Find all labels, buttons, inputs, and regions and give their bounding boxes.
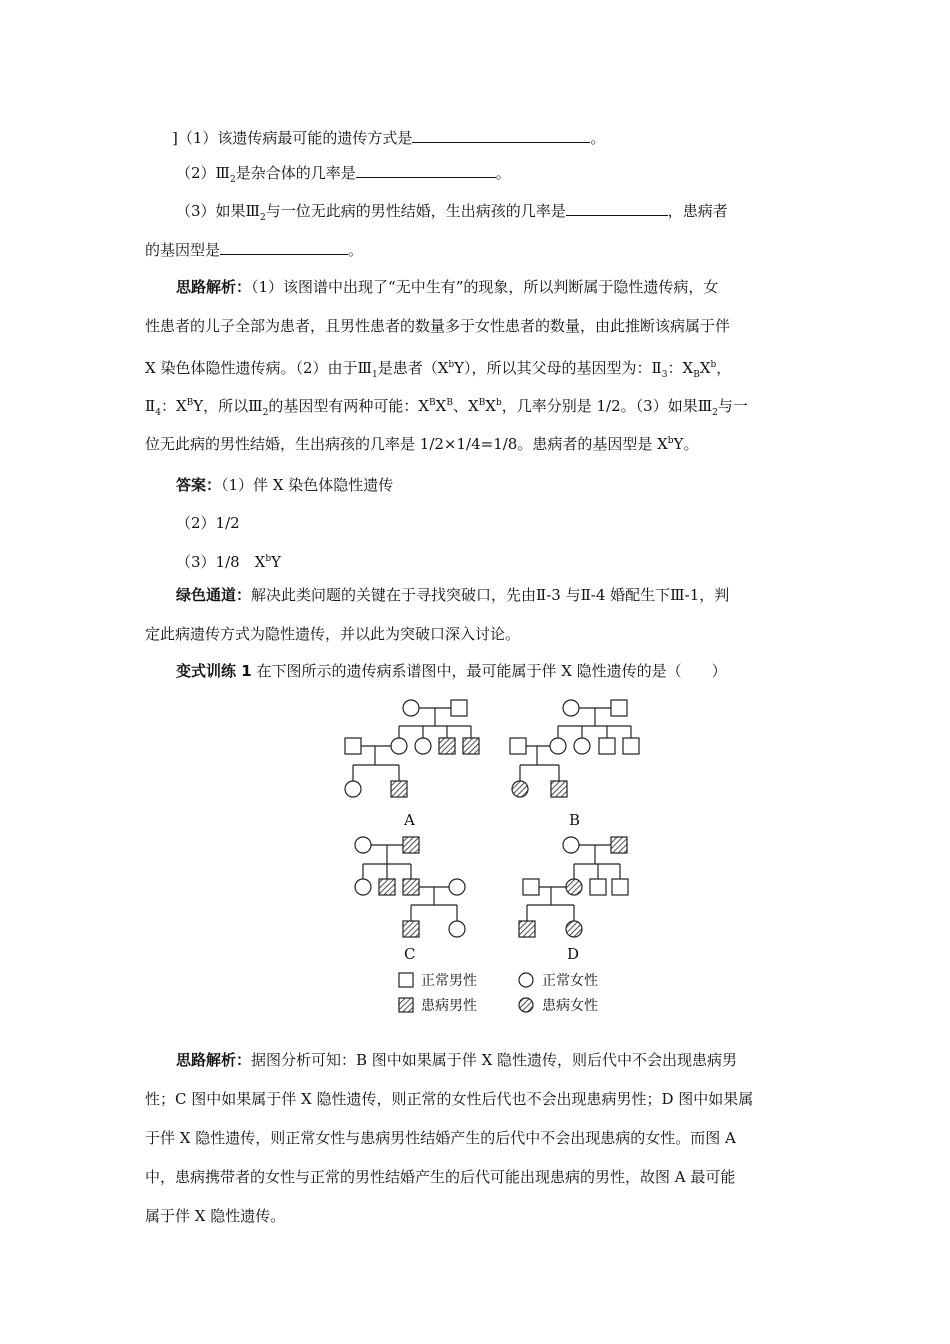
answer-blank <box>412 128 590 143</box>
analysis-text: Y。 <box>673 435 699 453</box>
normal-female-symbol <box>391 738 407 754</box>
analysis-text: （1）该图谱中出现了“无中生有”的现象，所以判断属于隐性遗传病，女 <box>251 278 719 296</box>
affected-male-symbol <box>519 921 535 937</box>
q3-line2: 的基因型是 <box>145 241 221 259</box>
affected-female-symbol <box>512 781 528 797</box>
answer-label: 答案： <box>176 476 222 494</box>
affected-male-symbol <box>611 837 627 853</box>
affected-female-symbol <box>566 921 582 937</box>
answer-blank <box>566 201 668 216</box>
affected-male-legend-icon <box>399 998 413 1012</box>
normal-female-symbol <box>449 879 465 895</box>
question-3 <box>176 201 841 228</box>
answer-line-3 <box>176 549 841 572</box>
answer-blank <box>356 163 496 178</box>
legend-normal-female: 正常女性 <box>542 973 598 989</box>
analysis-text: ，几率分别是 1/2。（3）如果Ⅲ <box>501 397 713 415</box>
affected-male-symbol <box>439 738 455 754</box>
analysis-1-line-5 <box>145 431 810 454</box>
q3-text: 与一位无此病的男性结婚，生出病孩的几率是 <box>265 202 566 220</box>
affected-male-symbol <box>403 879 419 895</box>
normal-male-symbol <box>612 879 628 895</box>
subscript: 2 <box>262 408 269 418</box>
normal-female-symbol <box>563 837 579 853</box>
normal-male-symbol <box>451 700 467 716</box>
superscript: b <box>448 360 455 370</box>
q2-prefix: （2）Ⅲ <box>176 164 231 182</box>
analysis-2-line-4 <box>145 1167 810 1187</box>
analysis-text: Y），所以其父母的基因型为：Ⅱ <box>454 359 662 377</box>
label-c: C <box>404 945 416 963</box>
normal-female-symbol <box>563 700 579 716</box>
analysis-text: 据图分析可知：B 图中如果属于伴 X 隐性遗传，则后代中不会出现患病男 <box>251 1051 738 1069</box>
analysis-1-line-1 <box>176 277 841 297</box>
analysis-2-line-5 <box>145 1206 810 1226</box>
q2-suffix: 。 <box>495 164 511 182</box>
analysis-1-line-2 <box>145 316 810 336</box>
answer-text: Y <box>271 553 282 571</box>
normal-male-symbol <box>345 738 361 754</box>
analysis-text: 中，患病携带者的女性与正常的男性结婚产生的后代可能出现患病的男性，故图 A 最可能 <box>145 1168 736 1186</box>
analysis-text: Y，所以Ⅲ <box>193 397 263 415</box>
affected-male-symbol <box>391 781 407 797</box>
pedigree-d <box>519 837 628 937</box>
legend-affected-female: 患病女性 <box>542 998 598 1014</box>
affected-male-symbol <box>463 738 479 754</box>
exercise-label: 变式训练 1 <box>176 662 252 680</box>
normal-male-symbol <box>623 738 639 754</box>
subscript: 3 <box>661 370 668 380</box>
label-d: D <box>567 945 580 963</box>
affected-male-symbol <box>379 879 395 895</box>
analysis-text: 性患者的儿子全部为患者，且男性患者的数量多于女性患者的数量，由此推断该病属于伴 <box>145 317 731 335</box>
question-1 <box>172 128 837 148</box>
normal-male-symbol <box>599 738 615 754</box>
analysis-text: X <box>435 397 447 415</box>
q2-text: 是杂合体的几率是 <box>235 164 356 182</box>
superscript: b <box>265 554 272 564</box>
normal-female-symbol <box>355 879 371 895</box>
analysis-label: 思路解析： <box>176 278 252 296</box>
normal-female-symbol <box>574 738 590 754</box>
superscript: B <box>478 398 486 408</box>
subscript: 4 <box>155 408 161 418</box>
pedigree-c <box>355 837 465 937</box>
analysis-text: X <box>699 359 711 377</box>
analysis-text: 是患者（X <box>377 359 449 377</box>
question-3-line-2 <box>145 240 810 260</box>
pedigree-a <box>345 700 479 797</box>
normal-male-symbol <box>523 879 539 895</box>
analysis-1-line-3 <box>145 355 810 385</box>
q3-prefix: （3）如果Ⅲ <box>176 202 261 220</box>
superscript: b <box>667 436 674 446</box>
affected-female-legend-icon <box>519 998 533 1012</box>
analysis-text: X 染色体隐性遗传病。（2）由于Ⅲ <box>145 359 372 377</box>
normal-female-symbol <box>449 921 465 937</box>
analysis-2-line-1 <box>176 1050 841 1070</box>
green-channel-text: 解决此类问题的关键在于寻找突破口，先由Ⅱ-3 与Ⅱ-4 婚配生下Ⅲ-1，判 <box>251 586 730 604</box>
analysis-text: 的基因型有两种可能：X <box>268 397 430 415</box>
affected-male-symbol <box>403 837 419 853</box>
pedigree-b <box>510 700 639 797</box>
normal-female-symbol <box>415 738 431 754</box>
analysis-text: 于伴 X 隐性遗传，则正常女性与患病男性结婚产生的后代中不会出现患病的女性。而图 A <box>145 1129 736 1147</box>
normal-female-symbol <box>550 738 566 754</box>
green-channel-label: 绿色通道： <box>176 586 252 604</box>
analysis-text: 性；C 图中如果属于伴 X 隐性遗传，则正常的女性后代也不会出现患病男性；D 图中如果属 <box>145 1090 754 1108</box>
analysis-text: 与一 <box>717 397 748 415</box>
analysis-text: 、X <box>452 397 479 415</box>
green-channel-line-1 <box>176 585 841 605</box>
q3-sub: 2 <box>260 213 266 223</box>
analysis-label: 思路解析： <box>176 1051 252 1069</box>
label-a: A <box>404 811 415 829</box>
q1-text: ]（1）该遗传病最可能的遗传方式是 <box>172 129 413 147</box>
normal-male-symbol <box>611 700 627 716</box>
subscript: 2 <box>712 408 718 418</box>
green-channel-line-2 <box>145 624 810 644</box>
analysis-text: ：X <box>160 397 187 415</box>
analysis-2-line-2 <box>145 1089 810 1109</box>
exercise-line <box>176 661 841 681</box>
superscript: B <box>446 398 453 408</box>
answer-line-1 <box>176 475 841 495</box>
q1-suffix: 。 <box>590 129 606 147</box>
superscript: B <box>429 398 436 408</box>
subscript: B <box>693 370 700 380</box>
answer-text: （3）1/8 X <box>176 553 266 571</box>
q2-sub: 2 <box>230 175 236 185</box>
affected-male-symbol <box>403 921 419 937</box>
analysis-2-line-3 <box>145 1128 810 1148</box>
answer-blank <box>220 240 348 255</box>
normal-male-symbol <box>510 738 526 754</box>
analysis-text: 位无此病的男性结婚，生出病孩的几率是 1/2×1/4=1/8。患病者的基因型是 X <box>145 435 668 453</box>
answer-line-2 <box>176 513 841 533</box>
q3-suffix: 。 <box>348 241 364 259</box>
analysis-text: ， <box>716 359 732 377</box>
green-channel-text: 定此病遗传方式为隐性遗传，并以此为突破口深入讨论。 <box>145 625 521 643</box>
analysis-1-line-4 <box>145 393 810 423</box>
normal-female-symbol <box>355 837 371 853</box>
superscript: B <box>186 398 194 408</box>
analysis-text: 属于伴 X 隐性遗传。 <box>145 1207 286 1225</box>
question-2 <box>176 163 841 190</box>
affected-male-symbol <box>551 781 567 797</box>
normal-male-symbol <box>590 879 606 895</box>
answer-text: （2）1/2 <box>176 514 240 532</box>
affected-female-symbol <box>566 879 582 895</box>
analysis-text: X <box>485 397 496 415</box>
pedigree-figure <box>330 688 640 1023</box>
answer-text: （1）伴 X 染色体隐性遗传 <box>221 476 394 494</box>
legend-affected-male: 患病男性 <box>421 998 477 1014</box>
exercise-text: 在下图所示的遗传病系谱图中，最可能属于伴 X 隐性遗传的是（ ） <box>256 662 727 680</box>
normal-female-symbol <box>345 781 361 797</box>
superscript: b <box>710 360 717 370</box>
normal-female-symbol <box>403 700 419 716</box>
normal-male-legend-icon <box>399 973 413 987</box>
superscript: b <box>495 398 502 408</box>
analysis-text: Ⅱ <box>145 397 156 415</box>
subscript: 1 <box>371 370 378 380</box>
normal-female-legend-icon <box>519 973 533 987</box>
legend-normal-male: 正常男性 <box>421 973 477 989</box>
analysis-text: ：X <box>667 359 694 377</box>
q3-mid: ，患病者 <box>667 202 728 220</box>
label-b: B <box>569 811 581 829</box>
